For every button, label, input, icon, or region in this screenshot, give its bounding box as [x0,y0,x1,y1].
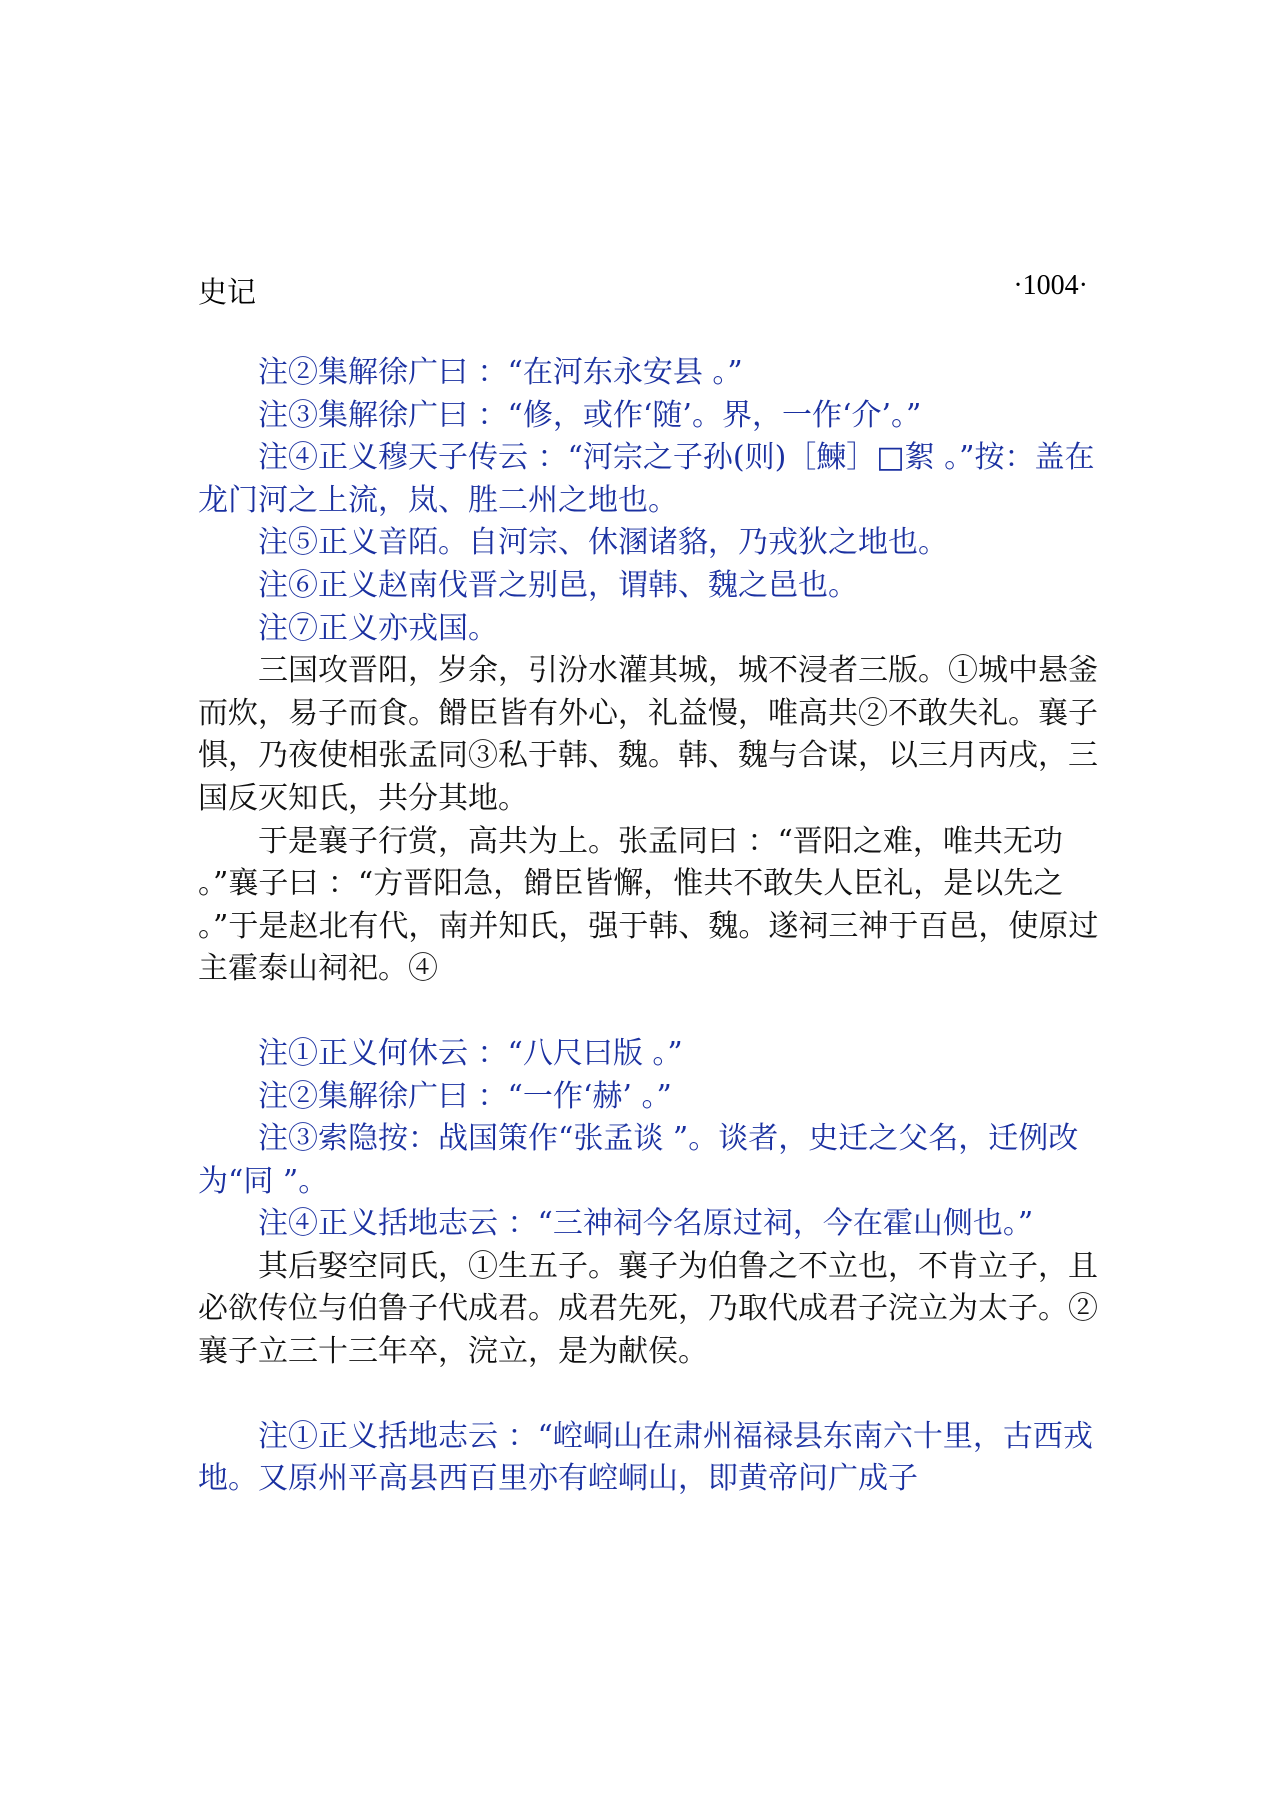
section-gap [198,1374,1108,1416]
annotation: 注④正义穆天子传云 ：“河宗之子孙(则)［鰊］□絮 。”按：盖在龙门河之上流，岚、胜二州之地也。 [198,440,1095,518]
main-paragraph: 其后娶空同氏，①生五子。襄子为伯鲁之不立也，不肯立子，且必欲传位与伯鲁子代成君。成君先死，乃取代成君子浣立为太子。②襄子立三十三年卒，浣立，是为献侯。 [198,1248,1098,1370]
annotation: 注⑤正义音陌。自河宗、休溷诸貉，乃戎狄之地也。 [258,525,948,561]
book-title: 史记 [198,275,257,309]
page-header [198,270,1088,310]
section-gap [198,991,1108,1033]
annotation: 注④正义括地志云 ：“三神祠今名原过祠，今在霍山侧也。” [258,1206,1034,1242]
annotation: 注⑦正义亦戎国。 [258,610,498,646]
annotation: 注①正义括地志云 ：“崆峒山在肃州福禄县东南六十里，古西戎地。又原州平高县西百里亦有崆峒山，即黄帝问广成子 [198,1418,1093,1497]
annotation: 注①正义何休云 ：“八尺曰版 。” [258,1035,683,1071]
page-body [198,352,1108,1501]
main-paragraph: 于是襄子行赏，高共为上。张孟同曰 ：“晋阳之难，唯共无功 。”襄子曰 ：“方晋阳急，餶臣皆懈，惟共不敢失人臣礼，是以先之 。”于是赵北有代，南并知氏，强于韩、魏。遂祠三神于百邑，使原过主霍泰山祠祀。④ [198,823,1099,987]
main-paragraph: 三国攻晋阳，岁余，引汾水灌其城，城不浸者三版。①城中悬釜而炊，易子而食。餶臣皆有外心，礼益慢，唯高共②不敢失礼。襄子惧，乃夜使相张孟同③私于韩、魏。韩、魏与合谋，以三月丙戌，三国反灭知氏，共分其地。 [198,653,1098,816]
annotation: 注③集解徐广曰 ：“修，或作‘随’。界，一作‘介’。” [258,397,922,433]
annotation: 注②集解徐广曰 ：“一作‘赫’ 。” [258,1078,672,1114]
annotation: 注⑥正义赵南伐晋之别邑，谓韩、魏之邑也。 [258,567,858,603]
annotation: 注②集解徐广曰 ：“在河东永安县 。” [258,355,743,390]
page-number: ·1004· [1013,270,1088,301]
annotation: 注③索隐按：战国策作“张孟谈 ”。谈者，史迁之父名，迁例改为“同 ”。 [198,1121,1079,1199]
